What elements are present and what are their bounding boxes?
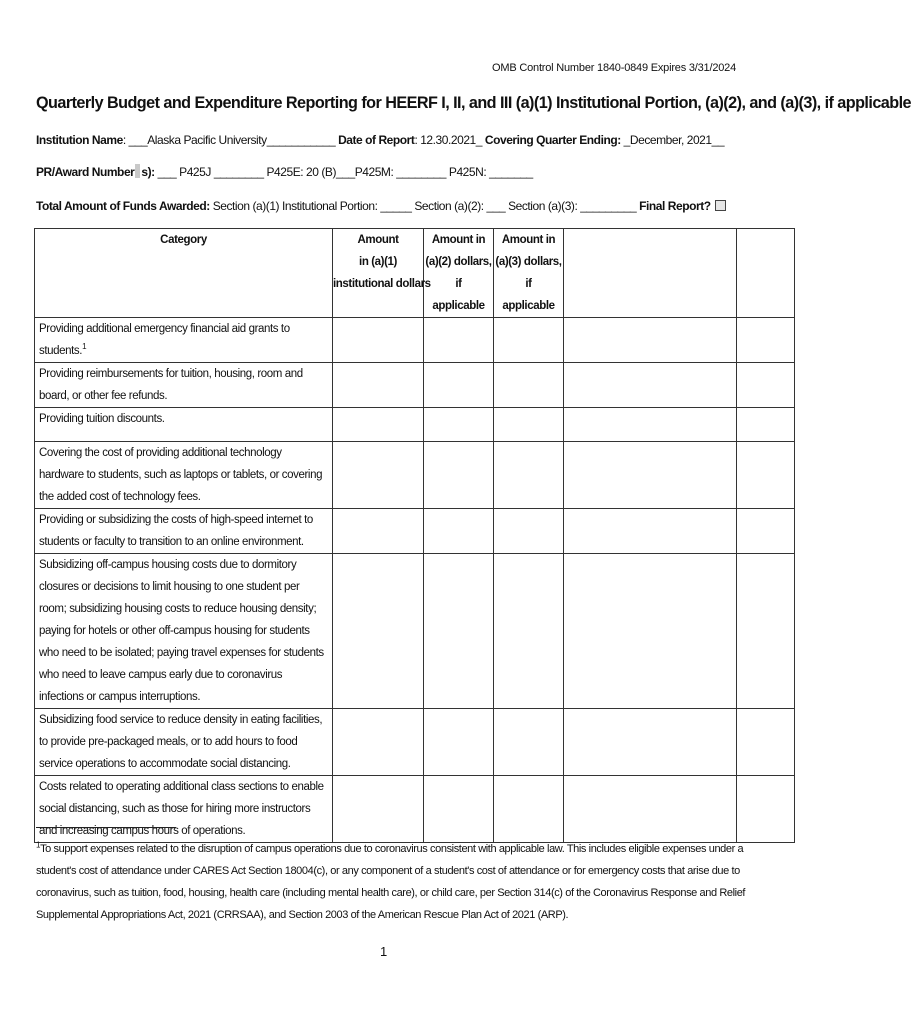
page-number: 1: [380, 944, 388, 959]
category-cell: Providing tuition discounts.: [35, 408, 333, 442]
amount-cell[interactable]: [564, 318, 737, 363]
table-row: [35, 318, 795, 363]
amount-cell[interactable]: [333, 554, 424, 709]
amount-cell[interactable]: [333, 318, 424, 363]
amount-cell[interactable]: [494, 509, 564, 554]
header-line: if applicable: [432, 278, 485, 312]
footnote-ref: 1: [82, 342, 87, 352]
amount-cell[interactable]: [737, 709, 795, 776]
date-of-report-value[interactable]: : 12.30.2021_: [414, 133, 485, 147]
total-funds-line: [36, 199, 726, 213]
category-cell: Subsidizing food service to reduce density in eating facilities, to provide pre-packaged meals, or to add hours to food service operations to accommodate social distancing.: [35, 709, 333, 776]
amount-cell[interactable]: [333, 442, 424, 509]
total-funds-label: Total Amount of Funds Awarded:: [36, 199, 210, 213]
text-cursor-mark: [135, 164, 140, 178]
amount-cell[interactable]: [424, 709, 494, 776]
category-cell: Covering the cost of providing additional technology hardware to students, such as laptops or tablets, or covering the added cost of technology fees.: [35, 442, 333, 509]
amount-cell[interactable]: [564, 442, 737, 509]
amount-cell[interactable]: [564, 554, 737, 709]
category-cell: Subsidizing off-campus housing costs due to dormitory closures or decisions to limit housing to one student per room; subsidizing housing costs to reduce housing density; paying for hotels or other off-campus housing for students who need to be isolated; paying travel expenses for students who need to leave campus early due to coronavirus infections or campus interruptions.: [35, 554, 333, 709]
amount-cell[interactable]: [424, 363, 494, 408]
footnote: [36, 838, 746, 926]
amount-cell[interactable]: [564, 363, 737, 408]
header-line: institutional dollars: [333, 278, 431, 290]
final-report-checkbox[interactable]: [715, 200, 726, 211]
amount-cell[interactable]: [564, 408, 737, 442]
amount-cell[interactable]: [424, 408, 494, 442]
amount-a3-header: [494, 229, 564, 318]
amount-cell[interactable]: [494, 318, 564, 363]
omb-control-number: OMB Control Number 1840-0849 Expires 3/31/2024: [492, 62, 736, 74]
amount-cell[interactable]: [494, 442, 564, 509]
covering-quarter-value[interactable]: _December, 2021__: [620, 133, 725, 147]
amount-cell[interactable]: [333, 408, 424, 442]
amount-cell[interactable]: [494, 709, 564, 776]
table-row: [35, 709, 795, 776]
table-row: [35, 408, 795, 442]
table-row: [35, 776, 795, 843]
amount-cell[interactable]: [424, 776, 494, 843]
budget-table: [34, 228, 795, 843]
table-row: [35, 509, 795, 554]
category-cell: Costs related to operating additional class sections to enable social distancing, such as those for hiring more instructors and increasing campus hours of operations.: [35, 776, 333, 843]
total-funds-values[interactable]: Section (a)(1) Institutional Portion: _____ Section (a)(2): ___ Section (a)(3): _________: [209, 199, 640, 213]
amount-cell[interactable]: [333, 509, 424, 554]
amount-cell[interactable]: [494, 408, 564, 442]
institution-name-label: Institution Name: [36, 133, 123, 147]
amount-cell[interactable]: [737, 318, 795, 363]
amount-cell[interactable]: [737, 408, 795, 442]
amount-cell[interactable]: [424, 318, 494, 363]
award-number-label-pre: PR/Award Number: [36, 165, 135, 179]
empty-header: [737, 229, 795, 318]
covering-quarter-label: Covering Quarter Ending:: [484, 133, 621, 147]
amount-cell[interactable]: [333, 709, 424, 776]
category-cell: Providing reimbursements for tuition, housing, room and board, or other fee refunds.: [35, 363, 333, 408]
amount-cell[interactable]: [737, 363, 795, 408]
category-text: Providing additional emergency financial aid grants to students.: [39, 323, 290, 357]
footnote-marker: 1: [36, 840, 41, 850]
table-row: [35, 554, 795, 709]
header-line: (a)(3) dollars,: [495, 256, 562, 268]
award-number-line: [36, 164, 533, 179]
category-cell: Providing or subsidizing the costs of high-speed internet to students or faculty to transition to an online environment.: [35, 509, 333, 554]
award-number-values[interactable]: ___ P425J ________ P425E: 20 (B)___P425M: ________ P425N: _______: [154, 165, 533, 179]
header-line: Amount in: [501, 234, 556, 246]
amount-cell[interactable]: [737, 442, 795, 509]
amount-cell[interactable]: [333, 363, 424, 408]
date-of-report-label: Date of Report: [338, 133, 415, 147]
header-line: (a)(2) dollars,: [425, 256, 492, 268]
amount-cell[interactable]: [564, 509, 737, 554]
amount-cell[interactable]: [494, 363, 564, 408]
final-report-label: Final Report?: [639, 199, 711, 213]
header-line: Amount in: [431, 234, 486, 246]
amount-cell[interactable]: [564, 709, 737, 776]
header-line: Amount: [357, 234, 399, 246]
empty-header: [564, 229, 737, 318]
institution-line: [36, 133, 724, 147]
page-title: Quarterly Budget and Expenditure Reporting for HEERF I, II, and III (a)(1) Institutional Portion, (a)(2), and (a)(3), if applicable: [36, 94, 911, 112]
amount-cell[interactable]: [494, 554, 564, 709]
amount-cell[interactable]: [424, 442, 494, 509]
table-row: [35, 442, 795, 509]
amount-cell[interactable]: [564, 776, 737, 843]
amount-cell[interactable]: [737, 554, 795, 709]
header-line: in (a)(1): [359, 256, 397, 268]
amount-cell[interactable]: [424, 554, 494, 709]
header-line: if applicable: [502, 278, 555, 312]
category-header: Category: [35, 229, 333, 318]
footnote-text: To support expenses related to the disruption of campus operations due to coronavirus consistent with applicable law. This includes eligible expenses under a student's cost of attendance under CARES Act Section 18004(c), or any component of a student's cost of attendance or for emergency costs that arise due to coronavirus, such as tuition, food, housing, health care (including mental health care), or child care, per Section 314(c) of the Coronavirus Response and Relief Supplemental Appropriations Act, 2021 (CRRSAA), and Section 2003 of the American Rescue Plan Act of 2021 (ARP).: [36, 843, 746, 921]
institution-name-value[interactable]: : ___Alaska Pacific University___________: [122, 133, 339, 147]
table-header-row: [35, 229, 795, 318]
category-cell: [35, 318, 333, 363]
amount-cell[interactable]: [333, 776, 424, 843]
amount-cell[interactable]: [424, 509, 494, 554]
amount-cell[interactable]: [494, 776, 564, 843]
amount-a2-header: [424, 229, 494, 318]
amount-cell[interactable]: [737, 776, 795, 843]
table-row: [35, 363, 795, 408]
footnote-divider: [36, 827, 176, 828]
amount-a1-header: [333, 229, 431, 318]
amount-cell[interactable]: [737, 509, 795, 554]
award-number-label-post: s):: [141, 165, 155, 179]
